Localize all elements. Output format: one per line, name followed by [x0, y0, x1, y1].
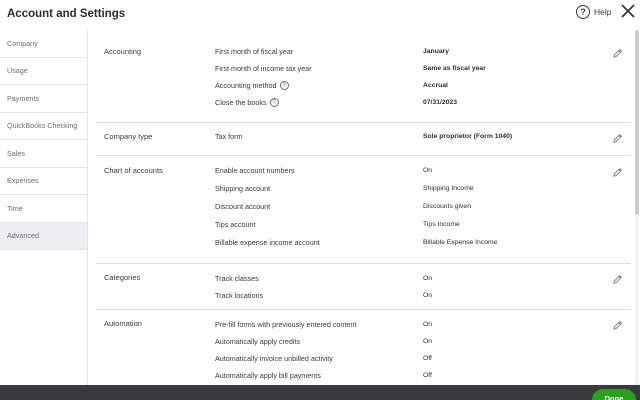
settings-content: [88, 30, 633, 385]
scrollbar-thumb[interactable]: [635, 30, 639, 215]
setting-label: Accounting method ?: [215, 81, 289, 90]
sidebar-item-time[interactable]: Time: [0, 195, 87, 223]
setting-value: On: [423, 321, 433, 328]
pencil-icon[interactable]: [612, 274, 623, 285]
close-icon[interactable]: [620, 3, 636, 19]
setting-label: Enable account numbers: [215, 166, 295, 175]
section-company-type[interactable]: [96, 123, 631, 156]
setting-label: Pre-fill forms with previously entered content: [215, 320, 357, 329]
content-scrollbar[interactable]: [635, 30, 639, 385]
sidebar-item-advanced[interactable]: Advanced: [0, 223, 87, 251]
setting-label: Close the books ?: [215, 98, 279, 107]
setting-label: Billable expense income account: [215, 238, 320, 247]
section-label: Chart of accounts: [104, 166, 163, 175]
done-button[interactable]: Done: [592, 389, 636, 400]
pencil-icon[interactable]: [612, 167, 623, 178]
setting-label: First month of fiscal year: [215, 47, 294, 56]
setting-value: Discounts given: [423, 203, 471, 210]
setting-value: On: [423, 338, 433, 345]
sidebar-item-expenses[interactable]: Expenses: [0, 168, 87, 196]
setting-label: Tips account: [215, 220, 256, 229]
sidebar-item-payments[interactable]: Payments: [0, 85, 87, 113]
setting-label: Shipping account: [215, 184, 271, 193]
setting-value: January: [423, 48, 450, 55]
setting-value: Billable Expense Income: [423, 239, 498, 246]
setting-label: Discount account: [215, 202, 271, 211]
setting-value: Same as fiscal year: [423, 65, 486, 72]
page-title: Account and Settings: [7, 8, 126, 20]
setting-label: Automatically invoice unbilled activity: [215, 354, 333, 363]
section-label: Automation: [104, 319, 142, 328]
section-label: Company type: [104, 132, 153, 141]
pencil-icon[interactable]: [612, 133, 623, 144]
help-button[interactable]: [576, 5, 611, 19]
question-circle-icon[interactable]: ?: [280, 81, 289, 90]
setting-label: Automatically apply credits: [215, 337, 301, 346]
setting-value: Tips Income: [423, 221, 460, 228]
help-label: Help: [594, 7, 612, 17]
setting-value: Off: [423, 355, 432, 362]
settings-sidebar: [0, 30, 88, 385]
section-label: Categories: [104, 273, 141, 282]
help-icon: ?: [576, 5, 590, 19]
dialog-header: [0, 0, 640, 30]
section-categories[interactable]: [96, 264, 631, 310]
pencil-icon[interactable]: [612, 48, 623, 59]
setting-label: Track locations: [215, 291, 264, 300]
setting-value: Accrual: [423, 82, 448, 89]
setting-value: 07/31/2023: [423, 99, 458, 106]
setting-value: On: [423, 275, 433, 282]
section-automation[interactable]: [96, 310, 631, 385]
setting-value: Shipping Income: [423, 185, 474, 192]
setting-label: Track classes: [215, 274, 259, 283]
setting-value: On: [423, 167, 433, 174]
setting-label: First month of income tax year: [215, 64, 312, 73]
sidebar-item-usage[interactable]: Usage: [0, 58, 87, 86]
section-label: Accounting: [104, 47, 142, 56]
setting-value: Sole proprietor (Form 1040): [423, 133, 513, 140]
sidebar-item-sales[interactable]: Sales: [0, 140, 87, 168]
pencil-icon[interactable]: [612, 320, 623, 331]
section-chart-of-accounts[interactable]: [96, 156, 631, 264]
dialog-footer: [0, 385, 640, 400]
section-accounting[interactable]: [96, 30, 631, 123]
sidebar-item-quickbooks-checking[interactable]: QuickBooks Checking: [0, 113, 87, 141]
sidebar-item-company[interactable]: Company: [0, 30, 87, 58]
setting-value: Off: [423, 372, 432, 379]
setting-label: Automatically apply bill payments: [215, 371, 321, 380]
question-circle-icon[interactable]: ?: [270, 98, 279, 107]
setting-value: On: [423, 292, 433, 299]
setting-label: Tax form: [215, 132, 243, 141]
